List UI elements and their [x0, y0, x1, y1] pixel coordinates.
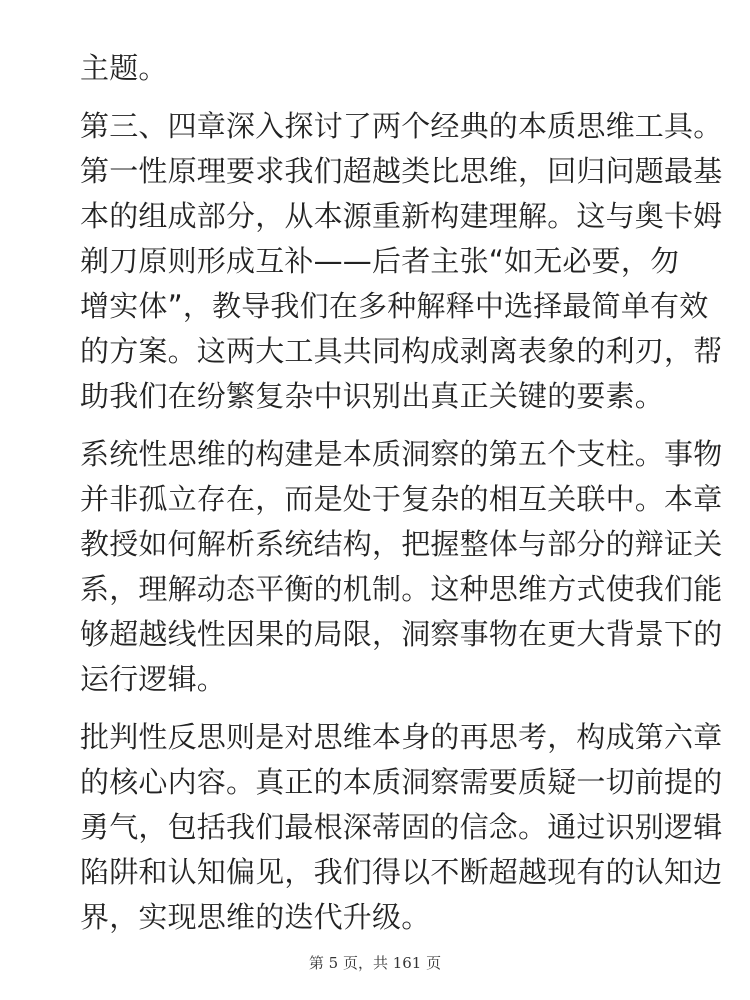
paragraph-line: 的核心内容。真正的本质洞察需要质疑一切前提的	[80, 765, 723, 799]
paragraph-line: 教授如何解析系统结构，把握整体与部分的辩证关	[80, 527, 723, 561]
paragraph-1	[80, 46, 680, 91]
paragraph-line: 助我们在纷繁复杂中识别出真正关键的要素。	[80, 379, 665, 413]
paragraph-line: 陷阱和认知偏见，我们得以不断超越现有的认知边	[80, 855, 723, 889]
paragraph-2	[80, 104, 723, 419]
paragraph-line: 第三、四章深入探讨了两个经典的本质思维工具。	[80, 109, 723, 143]
paragraph-line: 增实体”，教导我们在多种解释中选择最简单有效	[80, 289, 709, 323]
page-number-footer: 第 5 页，共 161 页	[308, 954, 442, 972]
paragraph-line: 主题。	[80, 51, 168, 85]
paragraph-line: 系统性思维的构建是本质洞察的第五个支柱。事物	[80, 437, 723, 471]
paragraph-line: 剃刀原则形成互补——后者主张“如无必要，勿	[80, 244, 680, 278]
paragraph-line: 界，实现思维的迭代升级。	[80, 900, 431, 934]
paragraph-line: 第一性原理要求我们超越类比思维，回归问题最基	[80, 154, 723, 188]
paragraph-line: 本的组成部分，从本源重新构建理解。这与奥卡姆	[80, 199, 723, 233]
paragraph-line: 的方案。这两大工具共同构成剥离表象的利刃，帮	[80, 334, 723, 368]
paragraph-line: 系，理解动态平衡的机制。这种思维方式使我们能	[80, 572, 723, 606]
page-body	[80, 46, 723, 940]
paragraph-line: 并非孤立存在，而是处于复杂的相互关联中。本章	[80, 482, 723, 516]
paragraph-3	[80, 432, 723, 702]
paragraph-line: 运行逻辑。	[80, 662, 227, 696]
paragraph-4	[80, 715, 723, 940]
paragraph-line: 勇气，包括我们最根深蒂固的信念。通过识别逻辑	[80, 810, 723, 844]
paragraph-line: 批判性反思则是对思维本身的再思考，构成第六章	[80, 720, 723, 754]
paragraph-line: 够超越线性因果的局限，洞察事物在更大背景下的	[80, 617, 723, 651]
